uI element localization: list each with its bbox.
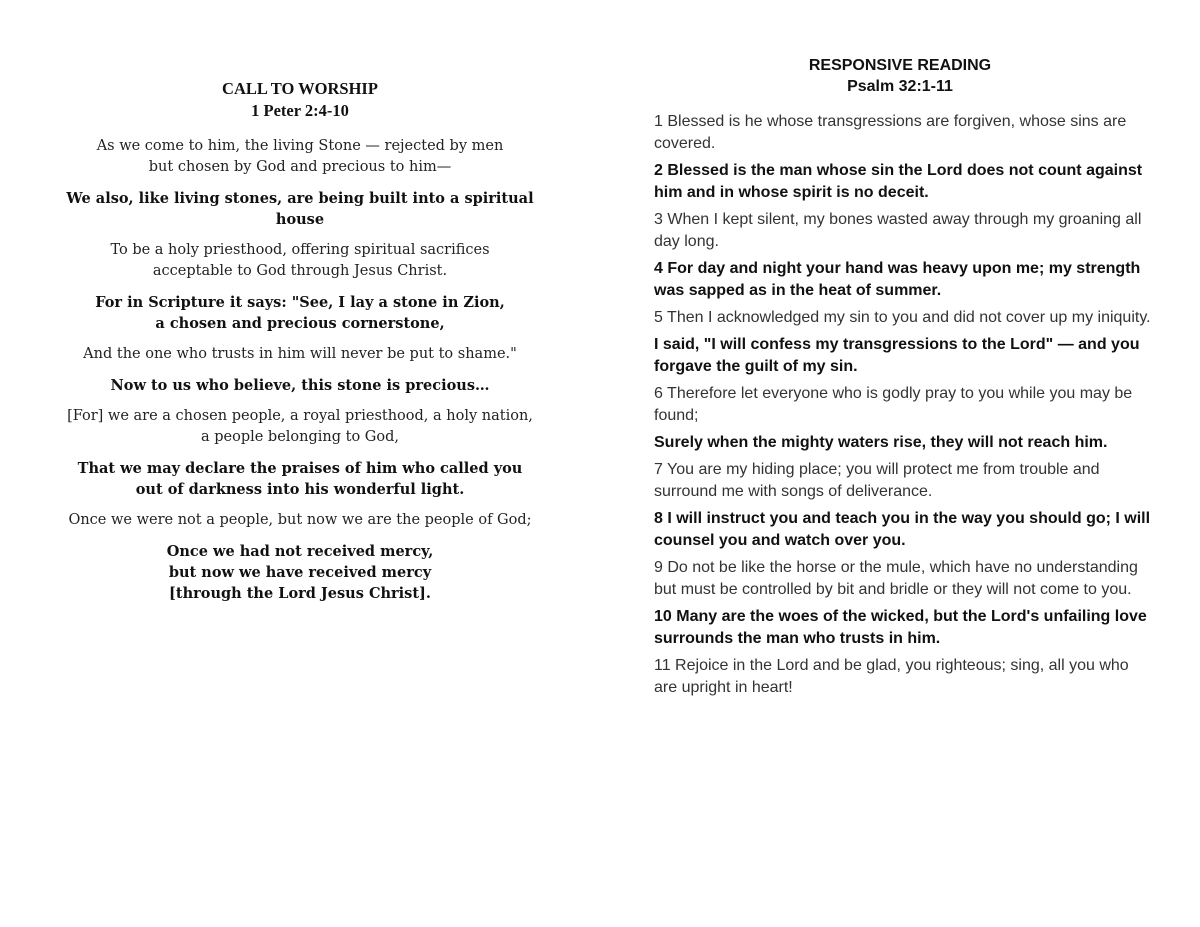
leader-stanza: [40, 344, 560, 365]
stanza-line: That we may declare the praises of him who called you: [77, 460, 523, 477]
responsive-reading-title: RESPONSIVE READING: [808, 57, 992, 74]
stanza-line: a people belonging to God,: [200, 429, 400, 445]
people-stanza: [40, 292, 560, 334]
stanza-line: but chosen by God and precious to him—: [148, 159, 452, 175]
leader-verse: 5 Then I acknowledged my sin to you and did not cover up my iniquity.: [654, 309, 1151, 326]
leader-stanza: [40, 240, 560, 282]
people-verse: Surely when the mighty waters rise, they will not reach him.: [654, 434, 1108, 451]
leader-stanza: [40, 406, 560, 448]
responsive-reading-section: [654, 55, 1154, 704]
leader-verse: 7 You are my hiding place; you will protect me from trouble and surround me with songs of deliverance.: [654, 461, 1100, 500]
people-verse: 10 Many are the woes of the wicked, but the Lord's unfailing love surrounds the man who trusts in him.: [654, 608, 1147, 647]
stanza-line: For in Scripture it says: "See, I lay a stone in Zion,: [95, 294, 505, 311]
people-verse: 8 I will instruct you and teach you in the way you should go; I will counsel you and watch over you.: [654, 510, 1151, 549]
people-verse: 2 Blessed is the man whose sin the Lord does not count against him and in whose spirit is no deceit.: [654, 162, 1143, 201]
stanza-line: but now we have received mercy: [168, 564, 432, 581]
leader-stanza: [40, 136, 560, 178]
people-stanza: [40, 458, 560, 500]
call-to-worship-section: [40, 78, 560, 614]
people-stanza: [40, 541, 560, 604]
stanza-line: Once we were not a people, but now we are the people of God;: [68, 512, 532, 528]
people-stanza: [40, 188, 560, 230]
stanza-line: [through the Lord Jesus Christ].: [169, 585, 431, 602]
stanza-line: out of darkness into his wonderful light.: [135, 481, 465, 498]
leader-verse: 3 When I kept silent, my bones wasted away through my groaning all day long.: [654, 211, 1142, 250]
call-to-worship-reference: 1 Peter 2:4-10: [251, 101, 349, 120]
stanza-line: We also, like living stones, are being built into a spiritual house: [66, 190, 534, 228]
stanza-line: Once we had not received mercy,: [166, 543, 434, 560]
leader-stanza: [40, 510, 560, 531]
people-verse: 4 For day and night your hand was heavy upon me; my strength was sapped as in the heat of summer.: [654, 260, 1141, 299]
leader-verse: 6 Therefore let everyone who is godly pray to you while you may be found;: [654, 385, 1133, 424]
stanza-line: acceptable to God through Jesus Christ.: [152, 263, 448, 279]
stanza-line: Now to us who believe, this stone is precious…: [110, 377, 490, 394]
people-stanza: [40, 375, 560, 396]
leader-verse: 1 Blessed is he whose transgressions are forgiven, whose sins are covered.: [654, 113, 1127, 152]
leader-verse: 9 Do not be like the horse or the mule, which have no understanding but must be controlled by bit and bridle or they will not come to you.: [654, 559, 1138, 598]
stanza-line: And the one who trusts in him will never be put to shame.": [83, 346, 517, 362]
responsive-reading-reference: Psalm 32:1-11: [847, 78, 953, 95]
stanza-line: a chosen and precious cornerstone,: [155, 315, 445, 332]
call-to-worship-title: CALL TO WORSHIP: [222, 79, 378, 98]
stanza-line: To be a holy priesthood, offering spiritual sacrifices: [110, 242, 490, 258]
leader-verse: 11 Rejoice in the Lord and be glad, you righteous; sing, all you who are upright in heart!: [654, 657, 1129, 696]
people-verse: I said, "I will confess my transgressions to the Lord" — and you forgave the guilt of my sin.: [654, 336, 1140, 375]
stanza-line: As we come to him, the living Stone — rejected by men: [96, 138, 504, 154]
stanza-line: [For] we are a chosen people, a royal priesthood, a holy nation,: [67, 408, 533, 424]
